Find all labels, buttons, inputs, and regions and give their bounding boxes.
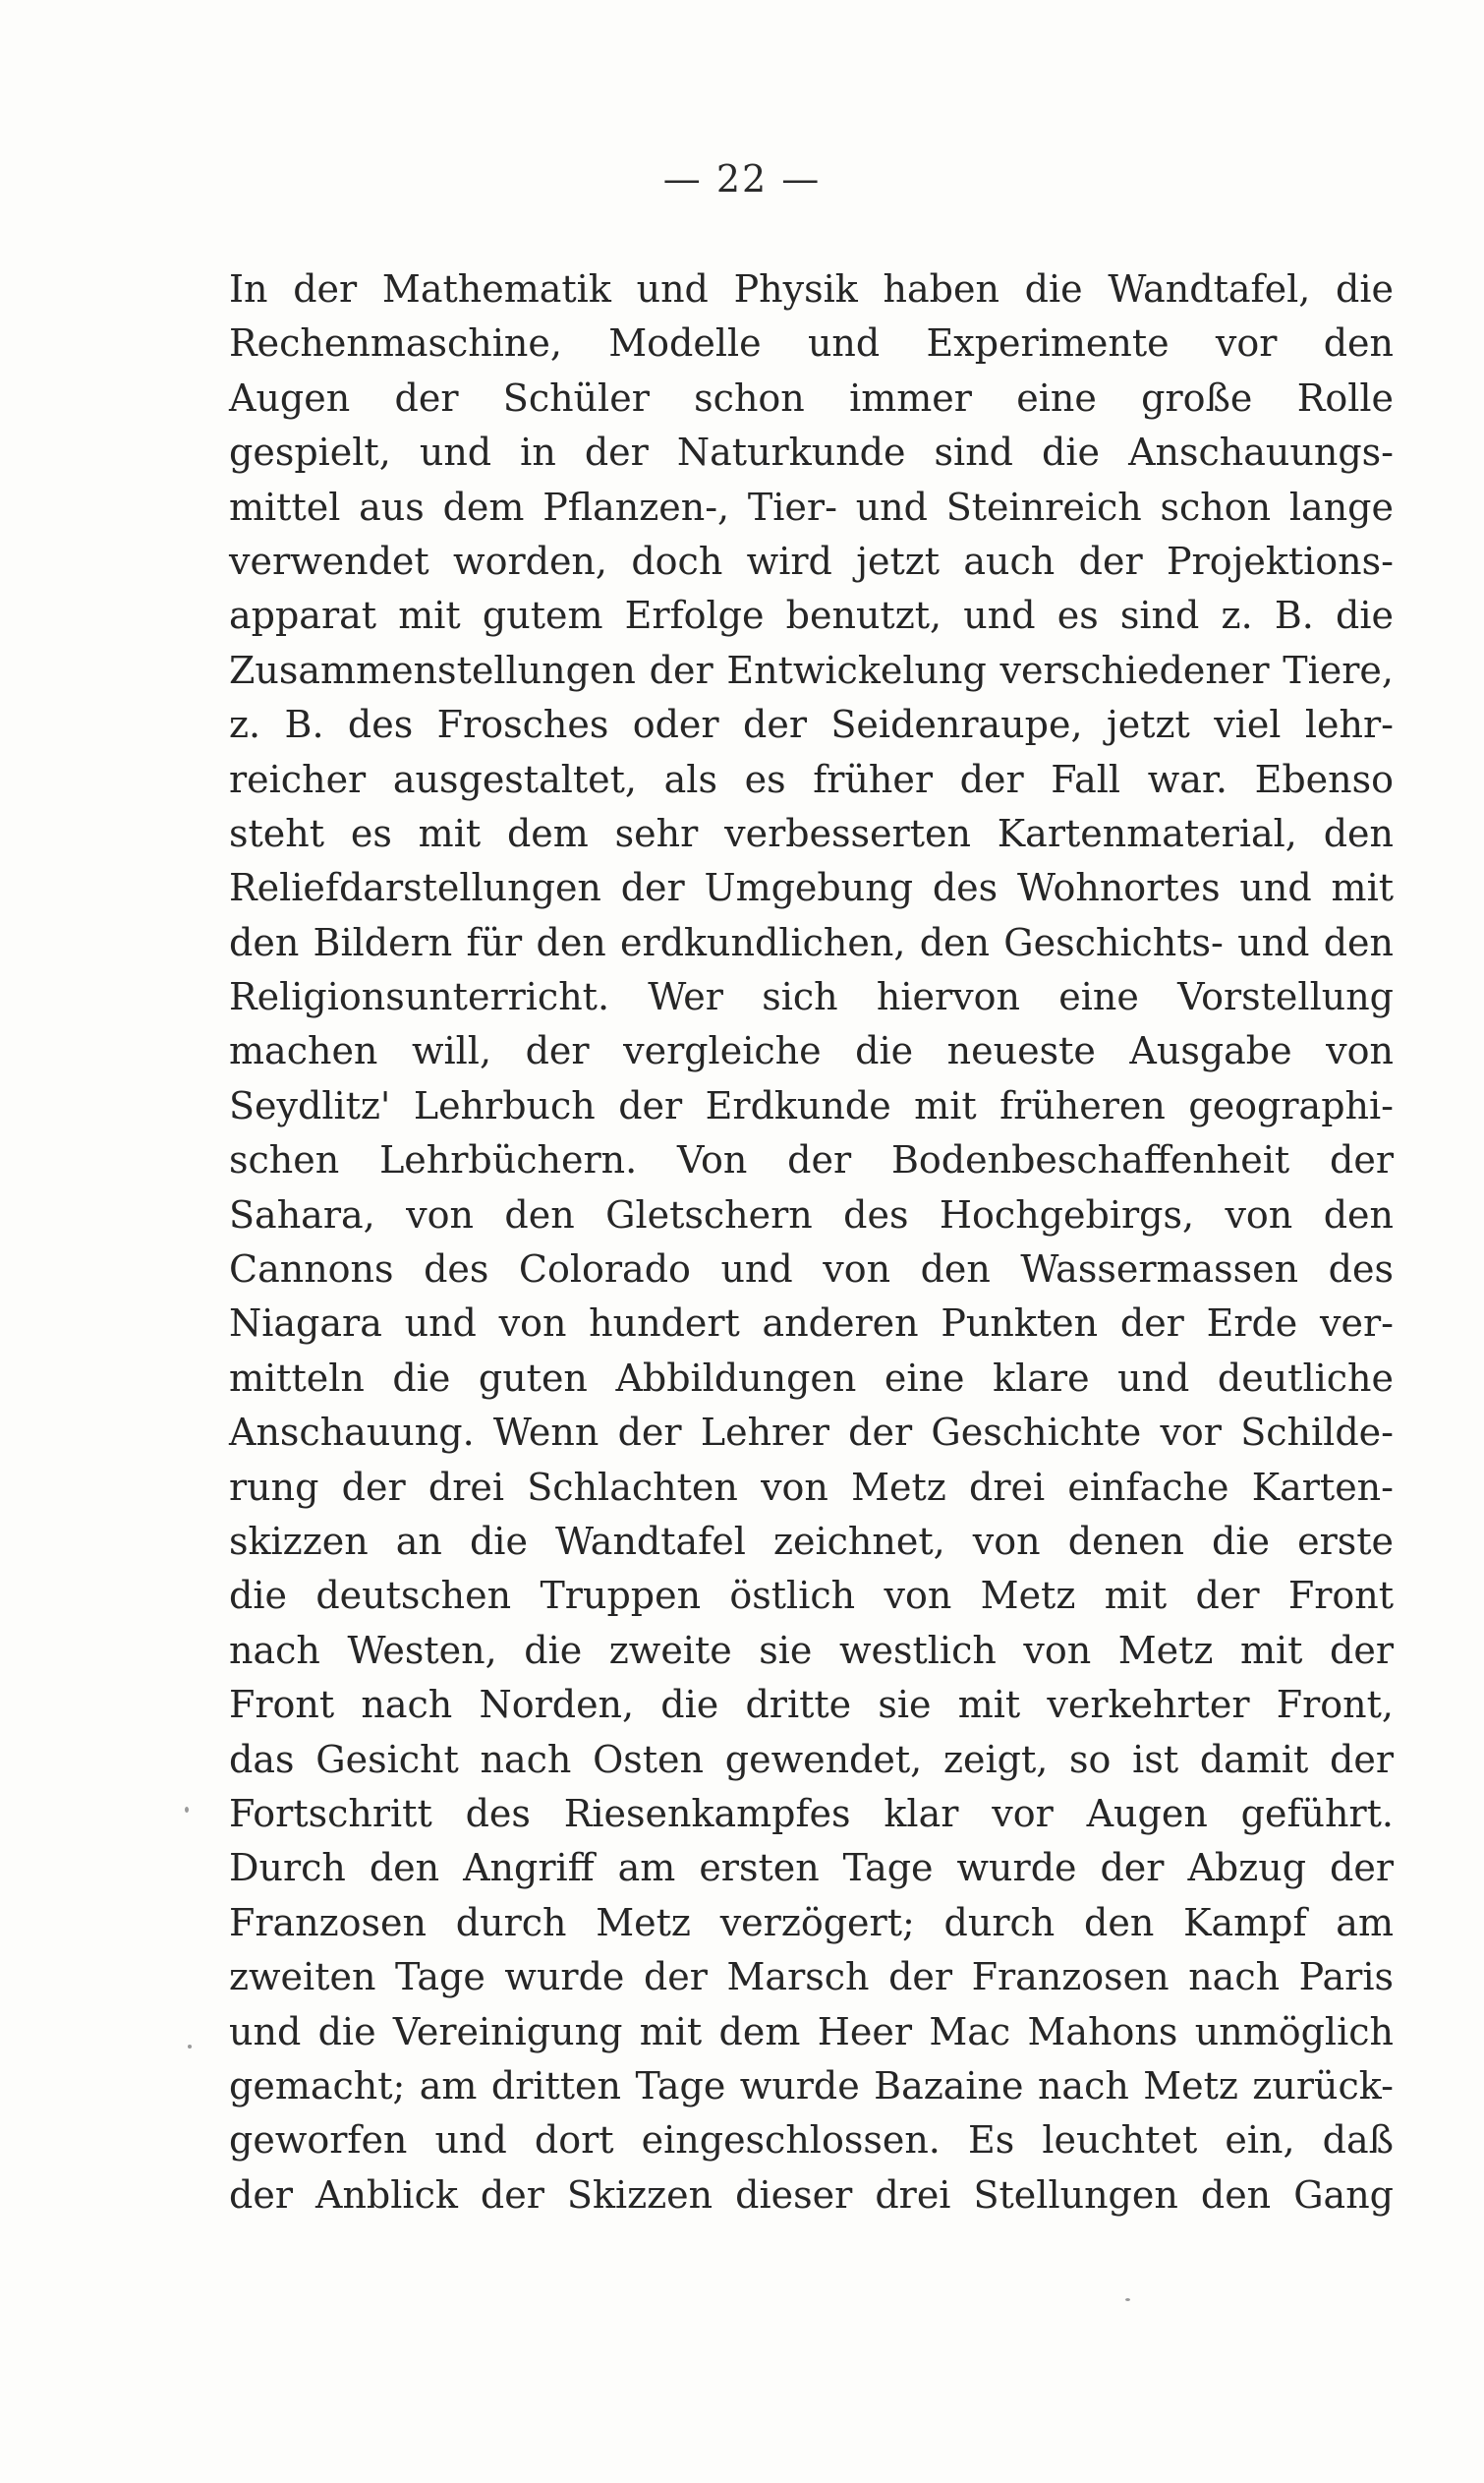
text-line: das Gesicht nach Osten gewendet, zeigt, so ist damit der: [229, 1737, 1394, 1781]
text-line: Front nach Norden, die dritte sie mit verkehrter Front,: [229, 1683, 1394, 1727]
text-line: Cannons des Colorado und von den Wassermassen des: [229, 1247, 1394, 1292]
text-line: apparat mit gutem Erfolge benutzt, und es sind z. B. die: [229, 594, 1394, 638]
text-line: In der Mathematik und Physik haben die Wandtafel, die: [229, 267, 1394, 311]
text-line: die deutschen Truppen östlich von Metz mit der Front: [229, 1574, 1394, 1618]
text-line: mitteln die guten Abbildungen eine klare und deutliche: [229, 1356, 1394, 1400]
text-line: mittel aus dem Pflanzen-, Tier- und Steinreich schon lange: [229, 485, 1394, 529]
text-line: Durch den Angriff am ersten Tage wurde der Abzug der: [229, 1846, 1394, 1890]
text-line: schen Lehrbüchern. Von der Bodenbeschaffenheit der: [229, 1138, 1394, 1183]
text-line: Seydlitz' Lehrbuch der Erdkunde mit früheren geographi-: [229, 1083, 1394, 1127]
text-line: Niagara und von hundert anderen Punkten der Erde ver-: [229, 1301, 1394, 1346]
text-line: rung der drei Schlachten von Metz drei einfache Karten-: [229, 1465, 1394, 1509]
text-line: zweiten Tage wurde der Marsch der Franzosen nach Paris: [229, 1955, 1394, 1999]
text-line: Rechenmaschine, Modelle und Experimente vor den: [229, 321, 1394, 366]
text-line: skizzen an die Wandtafel zeichnet, von denen die erste: [229, 1519, 1394, 1563]
page-number: — 22 —: [662, 157, 822, 201]
text-line: den Bildern für den erdkundlichen, den Geschichts- und den: [229, 920, 1394, 964]
text-line: und die Vereinigung mit dem Heer Mac Mahons unmöglich: [229, 2009, 1394, 2053]
text-line: machen will, der vergleiche die neueste Ausgabe von: [229, 1029, 1394, 1073]
text-line: verwendet worden, doch wird jetzt auch der Projektions-: [229, 539, 1394, 583]
text-line: geworfen und dort eingeschlossen. Es leuchtet ein, daß: [229, 2118, 1394, 2163]
text-line: Reliefdarstellungen der Umgebung des Wohnortes und mit: [229, 866, 1394, 910]
text-line: gespielt, und in der Naturkunde sind die Anschauungs-: [229, 431, 1394, 475]
text-line: nach Westen, die zweite sie westlich von Metz mit der: [229, 1628, 1394, 1672]
text-line: der Anblick der Skizzen dieser drei Stellungen den Gang: [229, 2172, 1394, 2217]
text-line: Anschauung. Wenn der Lehrer der Geschichte vor Schilde-: [229, 1411, 1394, 1455]
text-line: Zusammenstellungen der Entwickelung verschiedener Tiere,: [229, 648, 1394, 692]
text-line: Sahara, von den Gletschern des Hochgebirgs, von den: [229, 1192, 1394, 1237]
paper-speck: [185, 1807, 189, 1813]
text-line: Religionsunterricht. Wer sich hiervon eine Vorstellung: [229, 975, 1394, 1019]
text-line: gemacht; am dritten Tage wurde Bazaine nach Metz zurück-: [229, 2063, 1394, 2108]
text-line: Fortschritt des Riesenkampfes klar vor Augen geführt.: [229, 1791, 1394, 1835]
text-line: Augen der Schüler schon immer eine große Rolle: [229, 375, 1394, 420]
body-text: [229, 262, 1394, 2223]
paper-speck: [188, 2045, 192, 2049]
paper-speck: [1125, 2298, 1130, 2301]
text-line: reicher ausgestaltet, als es früher der Fall war. Ebenso: [229, 757, 1394, 801]
text-line: z. B. des Frosches oder der Seidenraupe, jetzt viel lehr-: [229, 703, 1394, 747]
text-line: Franzosen durch Metz verzögert; durch den Kampf am: [229, 1900, 1394, 1944]
text-line: steht es mit dem sehr verbesserten Kartenmaterial, den: [229, 811, 1394, 855]
